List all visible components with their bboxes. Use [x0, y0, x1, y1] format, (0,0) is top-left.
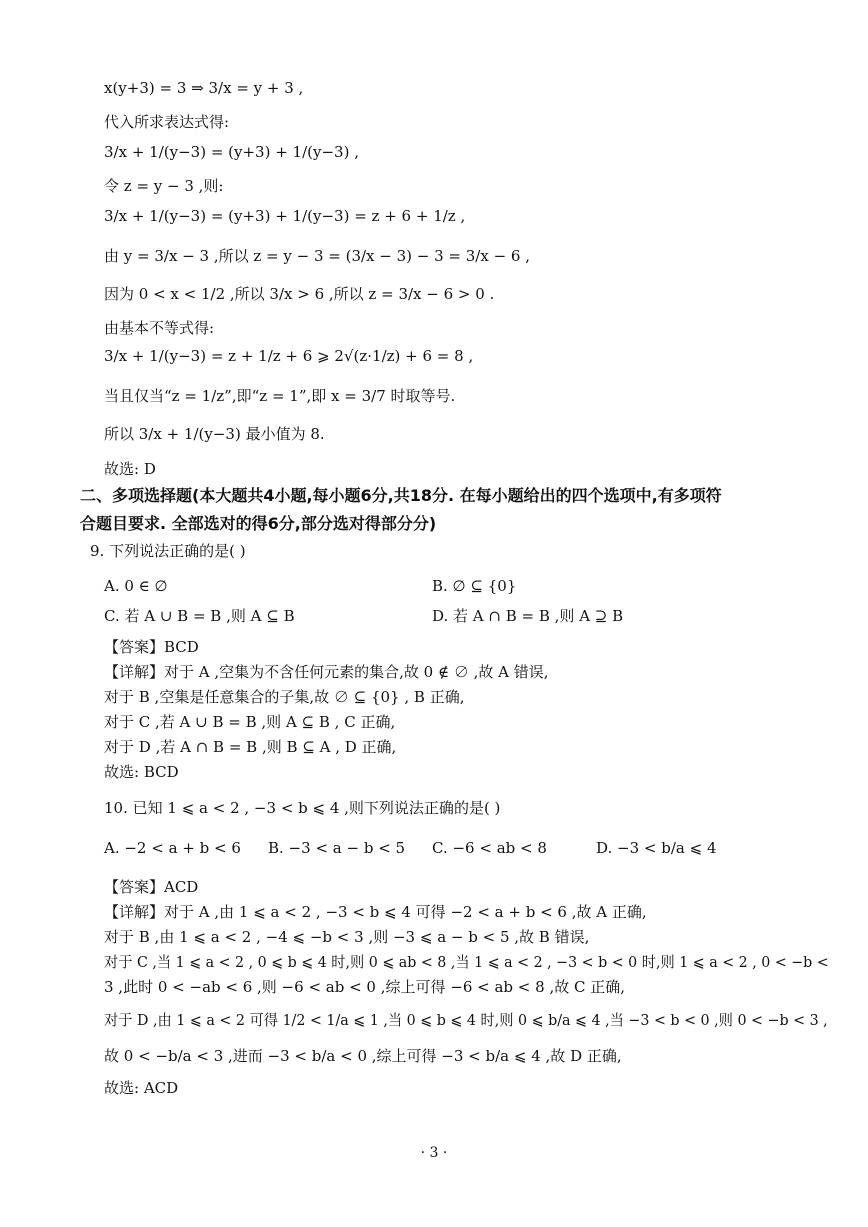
q9-option-d: D. 若 A ∩ B = B ,则 A ⊇ B: [432, 607, 624, 625]
q9-option-a: A. 0 ∈ ∅: [104, 577, 168, 595]
section-title: 二、多项选择题(本大题共4小题,每小题6分,共18分. 在每小题给出的四个选项中,有多项符: [80, 486, 722, 505]
q10-detail-line: 3 ,此时 0 < −ab < 6 ,则 −6 < ab < 0 ,综上可得 −6 < ab < 8 ,故 C 正确,: [104, 978, 626, 996]
q10-option-d: D. −3 < b/a ⩽ 4: [596, 839, 717, 857]
solution-line: 故选: D: [104, 460, 156, 478]
solution-line: 因为 0 < x < 1/2 ,所以 3/x > 6 ,所以 z = 3/x − 6 > 0 .: [104, 285, 495, 303]
q9-detail-line: 对于 B ,空集是任意集合的子集,故 ∅ ⊆ {0} , B 正确,: [104, 688, 465, 706]
question-9-stem: 9. 下列说法正确的是( ): [90, 542, 246, 560]
q10-detail-line: 对于 D ,由 1 ⩽ a < 2 可得 1/2 < 1/a ⩽ 1 ,当 0 ⩽ b ⩽ 4 时,则 0 ⩽ b/a ⩽ 4 ,当 −3 < b < 0 ,则 0 < −b < 3 ,: [104, 1011, 828, 1029]
q9-detail-line: 【详解】对于 A ,空集为不含任何元素的集合,故 0 ∉ ∅ ,故 A 错误,: [104, 663, 549, 681]
solution-line: 由 y = 3/x − 3 ,所以 z = y − 3 = (3/x − 3) − 3 = 3/x − 6 ,: [104, 247, 530, 265]
question-10-stem: 10. 已知 1 ⩽ a < 2 , −3 < b ⩽ 4 ,则下列说法正确的是( ): [104, 799, 501, 817]
q10-option-b: B. −3 < a − b < 5: [268, 839, 406, 857]
section-title: 合题目要求. 全部选对的得6分,部分选对得部分分): [80, 514, 437, 533]
solution-line: 3/x + 1/(y−3) = z + 1/z + 6 ⩾ 2√(z·1/z) + 6 = 8 ,: [104, 347, 474, 365]
page-number: · 3 ·: [420, 1145, 448, 1161]
solution-line: 3/x + 1/(y−3) = (y+3) + 1/(y−3) = z + 6 + 1/z ,: [104, 207, 466, 225]
solution-line: 当且仅当“z = 1/z”,即“z = 1”,即 x = 3/7 时取等号.: [104, 387, 456, 405]
q9-detail-line: 故选: BCD: [104, 763, 179, 781]
q9-answer: 【答案】BCD: [104, 638, 199, 656]
q9-detail-line: 对于 C ,若 A ∪ B = B ,则 A ⊆ B , C 正确,: [104, 713, 396, 731]
q10-detail-line: 故 0 < −b/a < 3 ,进而 −3 < b/a < 0 ,综上可得 −3 < b/a ⩽ 4 ,故 D 正确,: [104, 1047, 622, 1065]
solution-line: 3/x + 1/(y−3) = (y+3) + 1/(y−3) ,: [104, 143, 359, 161]
q9-option-b: B. ∅ ⊆ {0}: [432, 577, 517, 595]
q10-detail-line: 对于 C ,当 1 ⩽ a < 2 , 0 ⩽ b ⩽ 4 时,则 0 ⩽ ab < 8 ,当 1 ⩽ a < 2 , −3 < b < 0 时,则 1 ⩽ a < 2 , 0 < −b <: [104, 953, 829, 971]
q10-option-c: C. −6 < ab < 8: [432, 839, 547, 857]
q10-detail-line: 对于 B ,由 1 ⩽ a < 2 , −4 ⩽ −b < 3 ,则 −3 ⩽ a − b < 5 ,故 B 错误,: [104, 928, 590, 946]
solution-line: x(y+3) = 3 ⇒ 3/x = y + 3 ,: [104, 79, 304, 97]
q9-option-c: C. 若 A ∪ B = B ,则 A ⊆ B: [104, 607, 295, 625]
q10-answer: 【答案】ACD: [104, 878, 199, 896]
solution-line: 由基本不等式得:: [104, 319, 215, 337]
q9-detail-line: 对于 D ,若 A ∩ B = B ,则 B ⊆ A , D 正确,: [104, 738, 397, 756]
q10-option-a: A. −2 < a + b < 6: [104, 839, 241, 857]
solution-line: 所以 3/x + 1/(y−3) 最小值为 8.: [104, 425, 325, 443]
q10-detail-line: 【详解】对于 A ,由 1 ⩽ a < 2 , −3 < b ⩽ 4 可得 −2 < a + b < 6 ,故 A 正确,: [104, 903, 647, 921]
solution-line: 令 z = y − 3 ,则:: [104, 177, 224, 195]
q10-detail-line: 故选: ACD: [104, 1079, 179, 1097]
solution-line: 代入所求表达式得:: [104, 113, 230, 131]
